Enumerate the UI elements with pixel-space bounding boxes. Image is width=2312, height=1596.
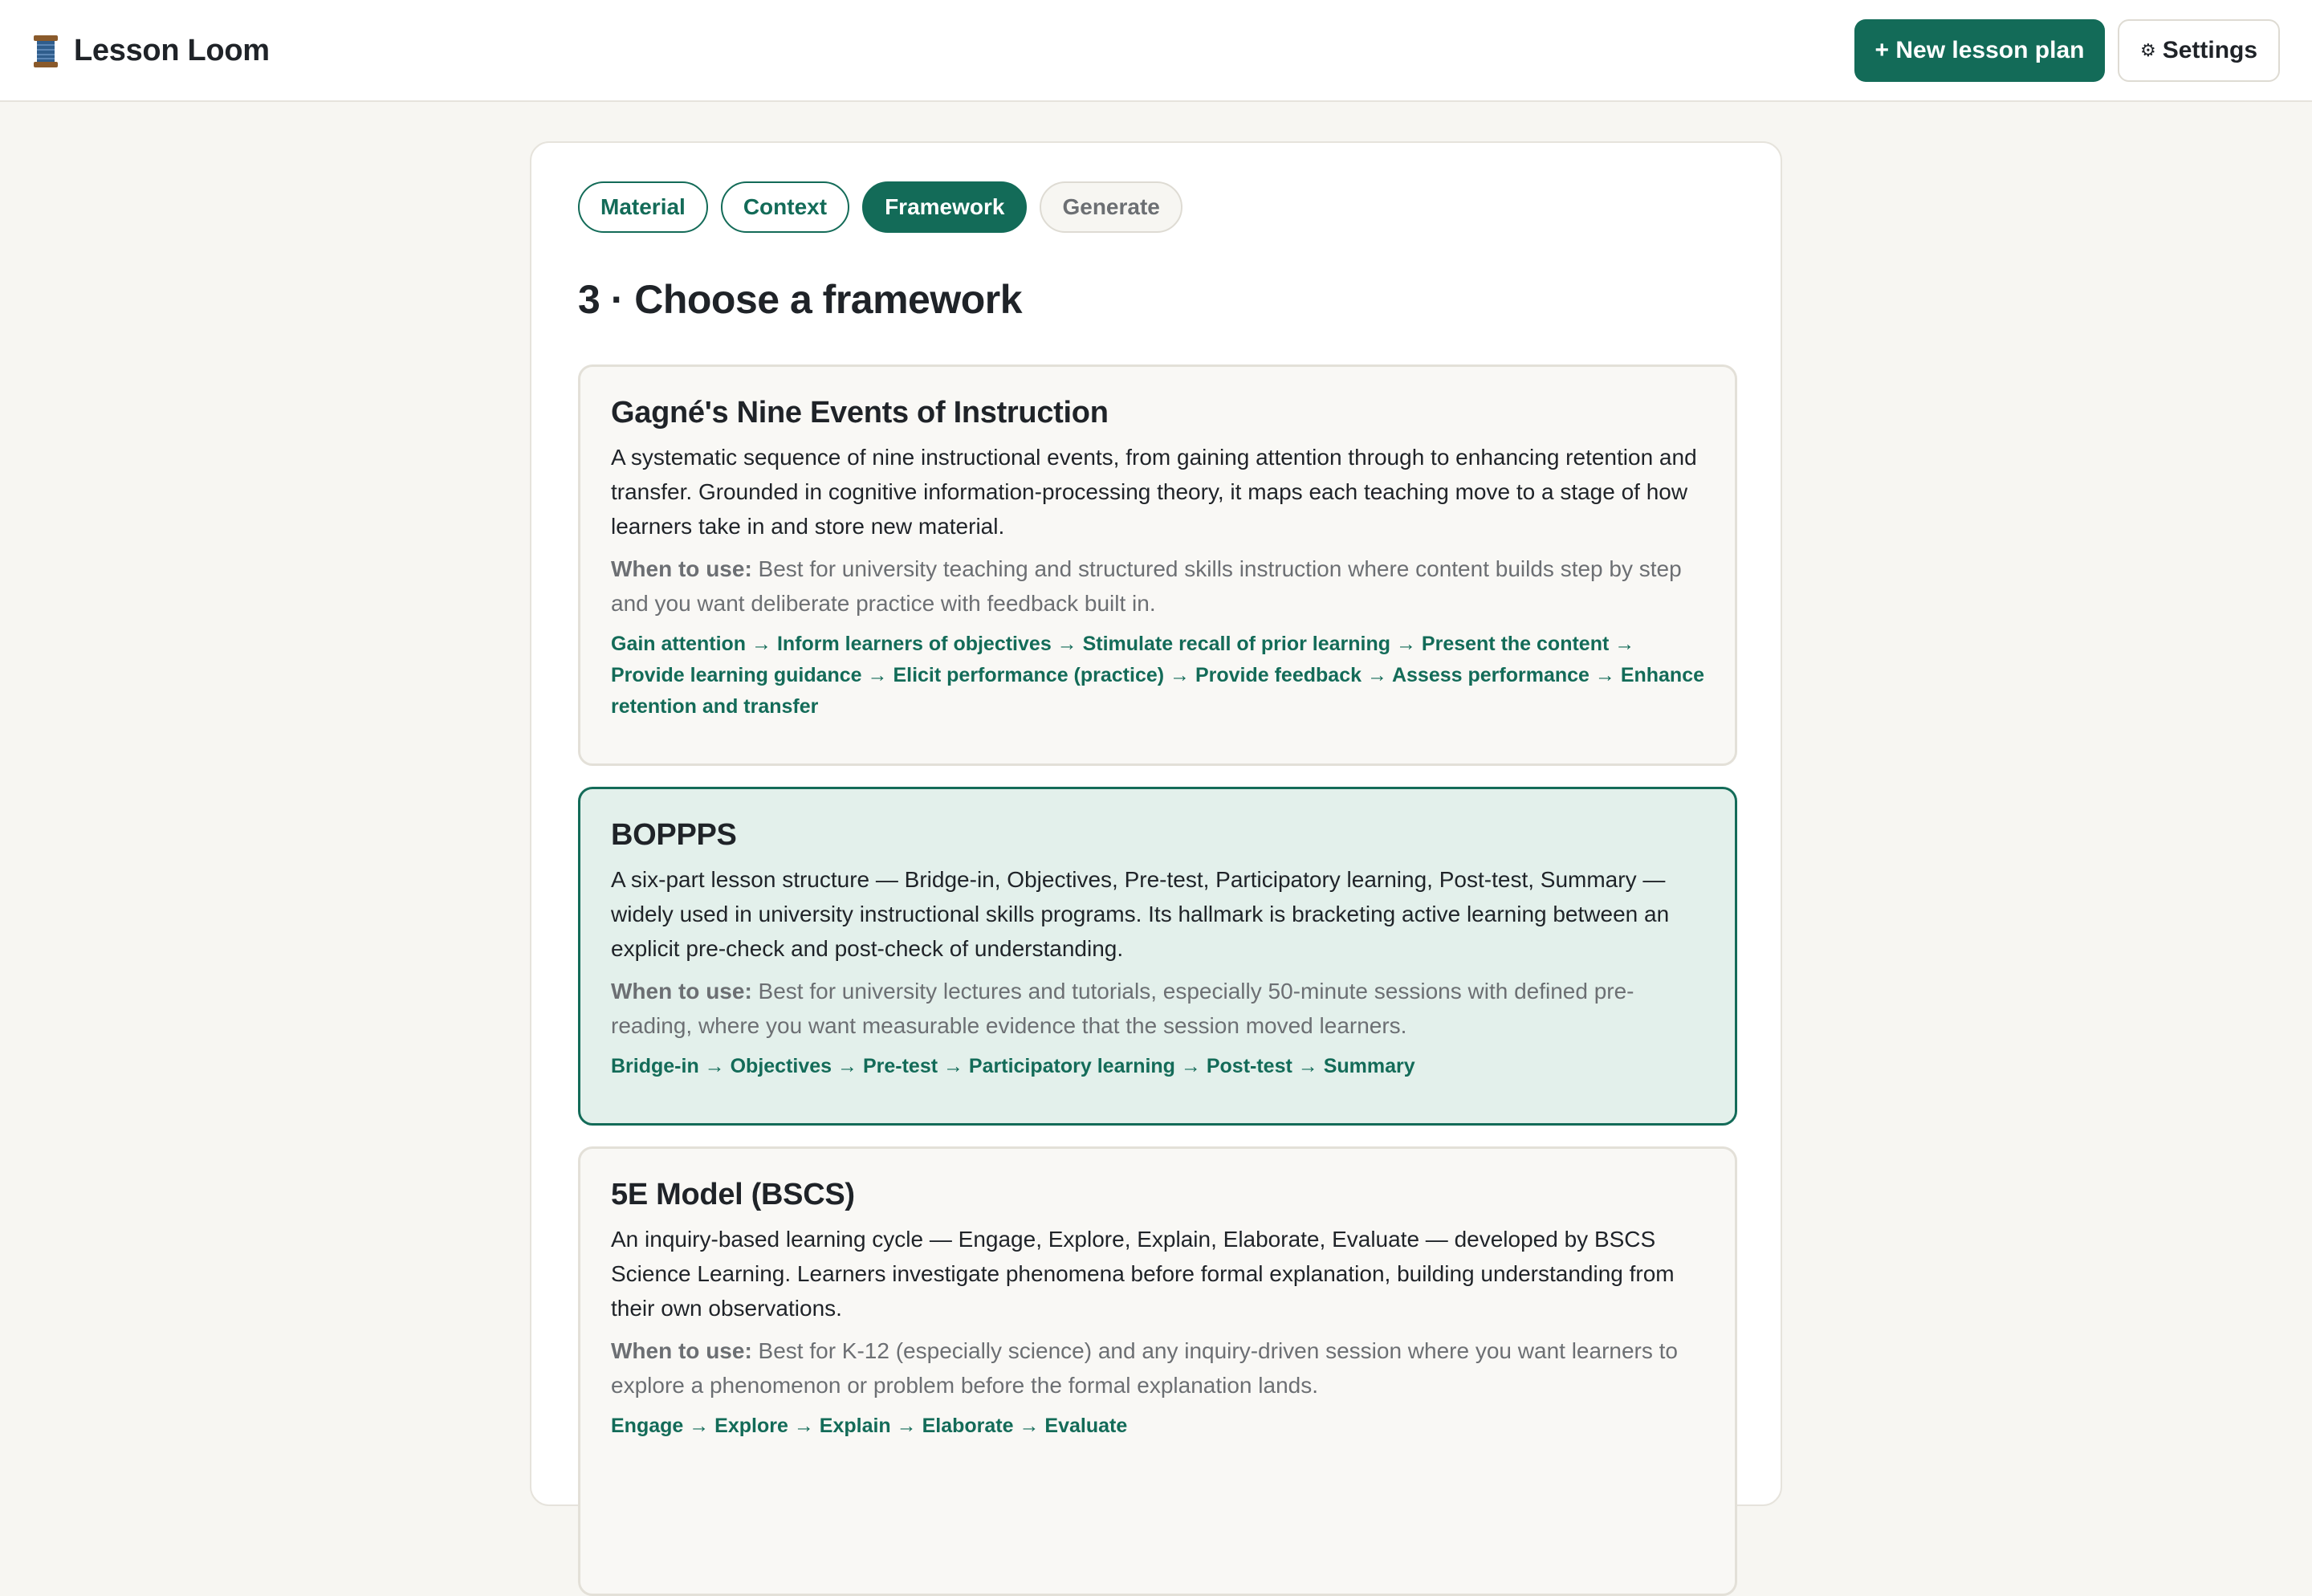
framework-description: A six-part lesson structure — Bridge-in, Objectives, Pre-test, Participatory learning, Post-test, Summary — widely used in university instructional skills programs. Its hallmark is bracketing active learning between an explicit pre-check and post-check of understanding. <box>611 867 1670 961</box>
framework-steps: Bridge-in → Objectives → Pre-test → Participatory learning → Post-test → Summary <box>611 1055 1415 1077</box>
step-material[interactable]: Material <box>578 181 708 233</box>
when-to-use-label: When to use: <box>611 556 752 581</box>
when-to-use-text: Best for K-12 (especially science) and any inquiry-driven session where you want learners to explore a phenomenon or problem before the formal explanation lands. <box>611 1338 1678 1398</box>
settings-label: Settings <box>2162 37 2258 63</box>
framework-when-to-use <box>611 1333 1704 1403</box>
settings-button[interactable] <box>2118 19 2280 82</box>
framework-card-boppps[interactable] <box>578 787 1737 1126</box>
framework-name: Gagné's Nine Events of Instruction <box>611 396 1109 430</box>
when-to-use-text: Best for university teaching and structured skills instruction where content builds step by step and you want deliberate practice with feedback built in. <box>611 556 1682 616</box>
framework-card-5e[interactable] <box>578 1146 1737 1596</box>
framework-when-to-use <box>611 552 1704 621</box>
page-title: 3 · Choose a framework <box>578 277 1023 322</box>
framework-description: A systematic sequence of nine instructional events, from gaining attention through to enhancing retention and transfer. Grounded in cognitive information-processing theory, it maps each teaching move to a stage of how learners take in and store new material. <box>611 445 1697 539</box>
framework-steps: Engage → Explore → Explain → Elaborate → Evaluate <box>611 1415 1128 1437</box>
framework-name: 5E Model (BSCS) <box>611 1178 855 1211</box>
wizard-steps <box>578 181 1182 233</box>
top-bar <box>0 0 2312 102</box>
when-to-use-label: When to use: <box>611 979 752 1004</box>
brand[interactable] <box>32 0 270 102</box>
framework-panel <box>530 141 1782 1506</box>
when-to-use-label: When to use: <box>611 1338 752 1363</box>
gear-icon: ⚙ <box>2139 40 2156 60</box>
framework-steps: Gain attention → Inform learners of objectives → Stimulate recall of prior learning → Present the content → Provide learning guidance → Elicit performance (practice) → Provide feedback → Assess performance → Enhance retention and transfer <box>611 633 1705 718</box>
when-to-use-text: Best for university lectures and tutorials, especially 50-minute sessions with defined pre-reading, where you want measurable evidence that the session moved learners. <box>611 979 1634 1038</box>
framework-name: BOPPPS <box>611 818 737 852</box>
framework-when-to-use <box>611 974 1704 1043</box>
step-context[interactable]: Context <box>721 181 849 233</box>
app-title: Lesson Loom <box>74 34 270 67</box>
framework-description: An inquiry-based learning cycle — Engage, Explore, Explain, Elaborate, Evaluate — developed by BSCS Science Learning. Learners investigate phenomena before formal explanation, building understanding from their own observations. <box>611 1227 1675 1321</box>
step-generate[interactable]: Generate <box>1040 181 1182 233</box>
new-lesson-plan-button[interactable]: + New lesson plan <box>1854 19 2105 82</box>
step-framework[interactable]: Framework <box>862 181 1027 233</box>
framework-card-gagne[interactable] <box>578 364 1737 766</box>
spool-of-thread-icon <box>32 34 59 69</box>
